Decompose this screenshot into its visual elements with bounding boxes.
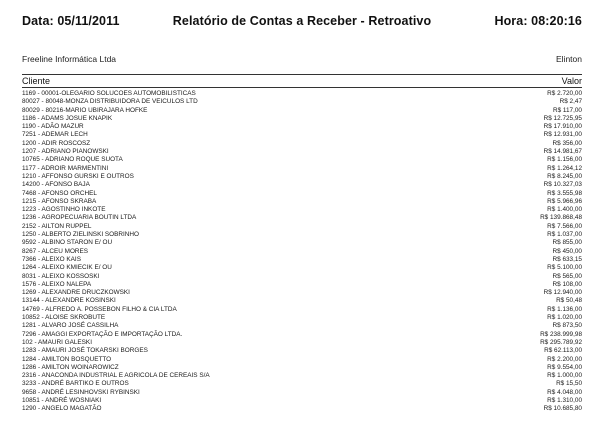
row-value: R$ 3.555,98: [547, 189, 582, 197]
row-client: 102 - AMAURI GALESKI: [22, 338, 92, 346]
table-row: [22, 273, 582, 281]
table-row: [22, 214, 582, 222]
company-name: Freeline Informática Ltda: [22, 54, 117, 64]
row-value: R$ 10.685,80: [543, 405, 582, 413]
user-name: Elinton: [556, 54, 582, 64]
row-client: 7468 - AFONSO ORCHEL: [22, 189, 97, 197]
table-row: [22, 231, 582, 239]
row-client: 9658 - ANDRÉ LESINHOVSKI RYBINSKI: [22, 388, 140, 396]
row-client: 7366 - ALEIXO KAIS: [22, 255, 81, 263]
table-row: [22, 331, 582, 339]
row-client: 1284 - AMILTON BOSQUETTO: [22, 355, 112, 363]
row-client: 1269 - ALEXANDRE DRUCZKOWSKI: [22, 289, 130, 297]
row-value: R$ 1.264,12: [547, 164, 582, 172]
table-row: [22, 123, 582, 131]
row-client: 2316 - ANACONDA INDUSTRIAL E AGRICOLA DE CEREAIS S/A: [22, 372, 210, 380]
row-client: 14769 - ALFREDO A. POSSEBON FILHO & CIA LTDA: [22, 305, 177, 313]
row-client: 1186 - ADAMS JOSUE KNAPIK: [22, 114, 113, 122]
row-client: 1177 - ADROIR MARMENTINI: [22, 164, 109, 172]
row-client: 10765 - ADRIANO ROQUE SUOTA: [22, 156, 123, 164]
table-row: [22, 190, 582, 198]
row-value: R$ 238.999,98: [540, 330, 582, 338]
table-row: [22, 115, 582, 123]
table-row: [22, 173, 582, 181]
row-client: 1210 - AFFONSO GURSKI E OUTROS: [22, 172, 134, 180]
row-value: R$ 4.048,00: [547, 388, 582, 396]
table-row: [22, 131, 582, 139]
row-value: R$ 2,47: [559, 98, 582, 106]
table-row: [22, 107, 582, 115]
row-value: R$ 450,00: [552, 247, 582, 255]
row-client: 1264 - ALEIXO KMIECIK E/ OU: [22, 264, 112, 272]
column-header-row: [22, 74, 582, 88]
row-value: R$ 62.113,00: [544, 347, 582, 355]
table-row: [22, 306, 582, 314]
row-client: 7296 - AMAGGI EXPORTAÇÃO E IMPORTAÇÃO LTDA.: [22, 330, 183, 338]
row-value: R$ 1.156,00: [547, 156, 582, 164]
table-row: [22, 322, 582, 330]
row-value: R$ 108,00: [552, 280, 582, 288]
table-row: [22, 165, 582, 173]
row-client: 1286 - AMILTON WOINAROWICZ: [22, 363, 119, 371]
row-client: 1576 - ALEIXO NALEPA: [22, 280, 92, 288]
report-time: Hora: 08:20:16: [494, 14, 582, 28]
row-value: R$ 356,00: [552, 139, 582, 147]
table-row: [22, 356, 582, 364]
table-row: [22, 181, 582, 189]
row-value: R$ 633,15: [552, 255, 582, 263]
report-date: Data: 05/11/2011: [22, 14, 120, 28]
row-value: R$ 12.940,00: [543, 289, 582, 297]
row-client: 8031 - ALEIXO KOSSOSKI: [22, 272, 100, 280]
row-client: 1250 - ALBERTO ZIELINSKI SOBRINHO: [22, 231, 139, 239]
row-value: R$ 12.725,95: [543, 114, 582, 122]
table-row: [22, 389, 582, 397]
row-value: R$ 2.200,00: [547, 355, 582, 363]
row-client: 8267 - ALCEU MORES: [22, 247, 89, 255]
table-row: [22, 98, 582, 106]
table-row: [22, 248, 582, 256]
row-value: R$ 5.966,96: [547, 197, 582, 205]
row-value: R$ 14.981,67: [543, 148, 582, 156]
report-title-bar: [22, 14, 582, 34]
table-row: [22, 364, 582, 372]
row-client: 1236 - AGROPECUARIA BOUTIN LTDA: [22, 214, 137, 222]
row-value: R$ 1.136,00: [547, 305, 582, 313]
row-client: 10851 - ANDRÉ WOSNIAKI: [22, 396, 102, 404]
table-row: [22, 380, 582, 388]
row-client: 1281 - ALVARO JOSÉ CASSILHA: [22, 322, 119, 330]
table-row: [22, 397, 582, 405]
row-client: 80027 - 80048-MONZA DISTRIBUIDORA DE VEICULOS LTD: [22, 98, 198, 106]
row-client: 14200 - AFONSO BAJA: [22, 181, 90, 189]
row-value: R$ 139.868,48: [540, 214, 582, 222]
row-client: 80029 - 80216-MARIO UBIRAJARA HOFKE: [22, 106, 148, 114]
row-value: R$ 8.245,00: [547, 172, 582, 180]
row-value: R$ 295.789,92: [540, 338, 582, 346]
row-client: 13144 - ALEXANDRE KOSINSKI: [22, 297, 116, 305]
table-row: [22, 264, 582, 272]
row-value: R$ 855,00: [552, 239, 582, 247]
report-title: Relatório de Contas a Receber - Retroativo: [172, 14, 432, 28]
row-value: R$ 5.100,00: [547, 264, 582, 272]
row-value: R$ 1.400,00: [547, 206, 582, 214]
row-client: 10852 - ALOISE SKROBUTE: [22, 314, 106, 322]
row-client: 7251 - ADEMAR LECH: [22, 131, 88, 139]
row-client: 1200 - ADIR ROSCOSZ: [22, 139, 91, 147]
company-bar: [22, 54, 582, 68]
row-value: R$ 15,50: [556, 380, 582, 388]
receivables-list: [22, 90, 582, 414]
table-row: [22, 140, 582, 148]
row-client: 2152 - AILTON RUPPEL: [22, 222, 92, 230]
table-row: [22, 148, 582, 156]
column-header-value: Valor: [561, 76, 582, 86]
table-row: [22, 339, 582, 347]
row-value: R$ 1.037,00: [547, 231, 582, 239]
row-value: R$ 17.910,00: [543, 123, 582, 131]
column-header-client: Cliente: [22, 76, 51, 86]
row-client: 1223 - AGOSTINHO INKOTE: [22, 206, 106, 214]
row-value: R$ 12.931,00: [543, 131, 582, 139]
row-value: R$ 1.000,00: [547, 372, 582, 380]
row-value: R$ 1.020,00: [547, 314, 582, 322]
table-row: [22, 90, 582, 98]
row-client: 1169 - 00001-OLEGARIO SOLUCOES AUTOMOBILISTICAS: [22, 90, 196, 97]
row-client: 1283 - AMAURI JOSÉ TOKARSKI BORGES: [22, 347, 148, 355]
row-value: R$ 50,48: [556, 297, 582, 305]
table-row: [22, 156, 582, 164]
table-row: [22, 239, 582, 247]
row-client: 3233 - ANDRÉ BARTIKO E OUTROS: [22, 380, 129, 388]
row-value: R$ 7.566,00: [547, 222, 582, 230]
row-client: 1207 - ADRIANO PIANOWSKI: [22, 148, 109, 156]
table-row: [22, 281, 582, 289]
table-row: [22, 256, 582, 264]
table-row: [22, 405, 582, 413]
row-client: 1190 - ADÃO MAZUR: [22, 123, 84, 131]
row-client: 1290 - ANGELO MAGATÃO: [22, 405, 102, 413]
table-row: [22, 223, 582, 231]
table-row: [22, 347, 582, 355]
table-row: [22, 297, 582, 305]
table-row: [22, 289, 582, 297]
table-row: [22, 198, 582, 206]
row-value: R$ 1.310,00: [547, 396, 582, 404]
row-value: R$ 117,00: [552, 106, 582, 114]
row-client: 1215 - AFONSO SKRABA: [22, 197, 97, 205]
row-value: R$ 565,00: [552, 272, 582, 280]
row-value: R$ 873,50: [552, 322, 582, 330]
row-client: 9592 - ALBINO STARON E/ OU: [22, 239, 113, 247]
table-row: [22, 206, 582, 214]
row-value: R$ 10.327,03: [543, 181, 582, 189]
row-value: R$ 9.554,00: [547, 363, 582, 371]
row-value: R$ 2.720,00: [547, 90, 582, 97]
